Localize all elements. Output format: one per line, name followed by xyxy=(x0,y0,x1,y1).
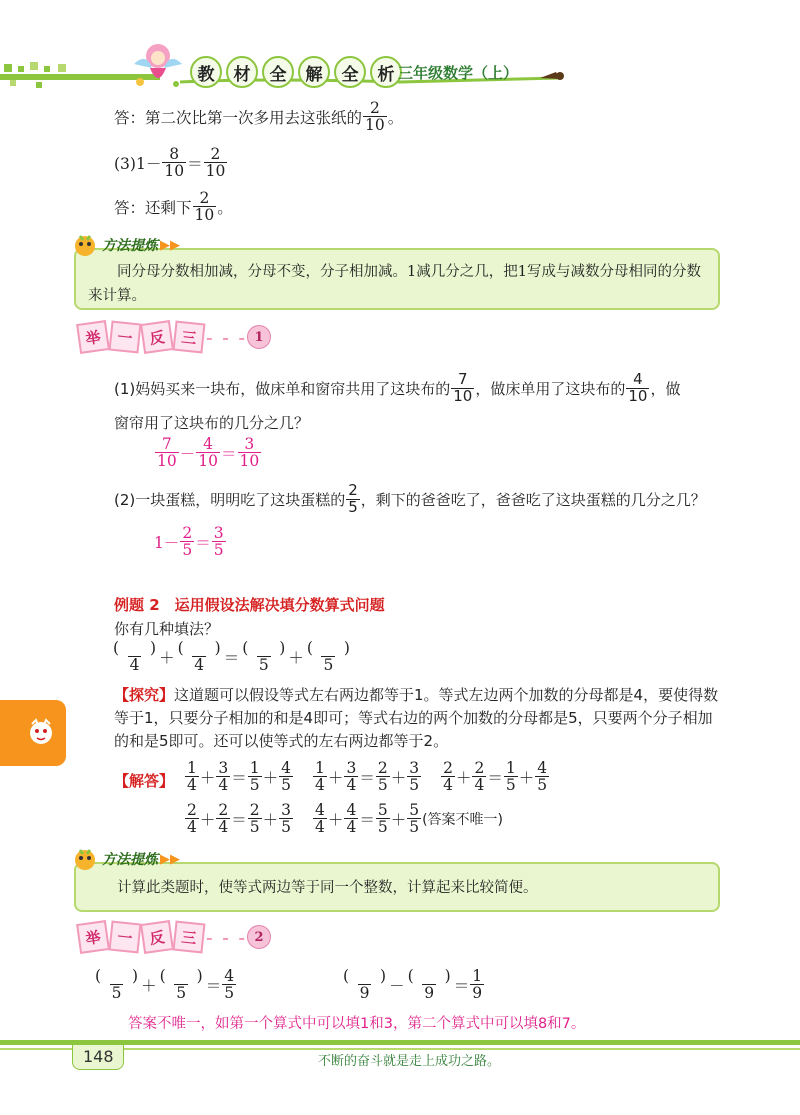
example-question: 你有几种填法？ xyxy=(114,620,220,638)
title-char: 材 xyxy=(226,56,258,88)
answer-equation: $\frac{4}{4}$ ＋ $\frac{4}{4}$ ＝ $\frac{5}{5}$ ＋ $\frac{5}{5}$ (答案不唯一) xyxy=(315,801,504,837)
title-char: 析 xyxy=(370,56,402,88)
answer-text: 答：第二次比第一次多用去这张纸的 xyxy=(114,108,363,127)
answer-line-3 xyxy=(114,190,233,224)
method-title xyxy=(72,232,180,258)
page-number: 148 xyxy=(83,1047,114,1066)
equation-text: (3)1－ xyxy=(114,154,162,173)
explore-paragraph: 【探究】这道题可以假设等式左右两边都等于1。等式左边两个加数的分母都是4，要使得数等于1，只要分子相加的和是4即可；等式右边的两个加数的分母都是5，只要两个分子相加的和是5即可。还可以使等式的左右两边都等于2。 xyxy=(114,686,719,750)
dash-decoration: - - - xyxy=(206,927,248,947)
badge-char: 三 xyxy=(173,921,206,954)
question-2-answer: 1－ $\frac{2}{5}$ ＝ $\frac{3}{5}$ xyxy=(154,524,224,560)
side-tab xyxy=(0,700,66,766)
practice-badge xyxy=(78,922,273,952)
badge-char: 一 xyxy=(109,321,142,354)
badge-char: 一 xyxy=(109,921,142,954)
footer-motto: 不断的奋斗就是走上成功之路。 xyxy=(318,1054,501,1069)
question-1: (1)妈妈买来一块布，做床单和窗帘共用了这块布的 $\frac{7}{10}$ ，做床单用了这块布的 $\frac{4}{10}$ ，做 xyxy=(114,370,681,405)
arrow-icon: ▶▶ xyxy=(160,851,180,867)
fraction: $\frac{2}{10}$ xyxy=(365,99,385,135)
fraction: $\frac{2}{10}$ xyxy=(194,189,215,225)
title-char: 教 xyxy=(190,56,222,88)
title-char: 全 xyxy=(334,56,366,88)
practice-equation-a: $\frac{( )}{5}$ ＋ $\frac{( )}{5}$ ＝ $\frac{4}{5}$ xyxy=(95,967,235,1003)
question-1-line-2: 窗帘用了这块布的几分之几？ xyxy=(114,414,310,432)
grade-label: 三年级数学（上） xyxy=(398,64,519,82)
practice-equation-b: $\frac{( )}{9}$ － $\frac{( )}{9}$ ＝ $\frac{1}{9}$ xyxy=(343,967,483,1003)
method-title-text: 方法提炼 xyxy=(102,852,158,868)
answer-tag: 【解答】 xyxy=(114,772,175,790)
method-title xyxy=(72,846,180,872)
badge-char: 举 xyxy=(76,320,110,354)
answer-text: 答：还剩下 xyxy=(114,198,192,217)
equation-3 xyxy=(114,146,228,180)
equals-sign: ＝ xyxy=(187,154,203,173)
page-number-tab xyxy=(72,1044,124,1070)
header-bar xyxy=(0,52,800,92)
practice-badge xyxy=(78,322,273,352)
practice-number: 2 xyxy=(247,925,271,949)
question-1-answer: $\frac{7}{10}$ － $\frac{4}{10}$ ＝ $\frac{3}{10}$ xyxy=(157,435,260,471)
example-template-equation: $\frac{( )}{4}$ ＋ $\frac{( )}{4}$ ＝ $\frac{( )}{5}$ ＋ $\frac{( )}{5}$ xyxy=(113,639,350,675)
example-title: 例题 2 运用假设法解决填分数算式问题 xyxy=(114,596,385,614)
answer-row-2 xyxy=(184,802,503,836)
answer-text: 。 xyxy=(217,198,233,217)
answer-equation: $\frac{2}{4}$ ＋ $\frac{2}{4}$ ＝ $\frac{1}{5}$ ＋ $\frac{4}{5}$ xyxy=(443,759,548,795)
mascot-icon xyxy=(28,718,54,746)
method-text: 计算此类题时，使等式两边等于同一个整数，计算起来比较简便。 xyxy=(117,880,538,896)
title-char: 解 xyxy=(298,56,330,88)
title-char: 全 xyxy=(262,56,294,88)
answer-equation: $\frac{1}{4}$ ＋ $\frac{3}{4}$ ＝ $\frac{1}{5}$ ＋ $\frac{4}{5}$ xyxy=(187,759,292,795)
question-2: (2)一块蛋糕，明明吃了这块蛋糕的 $\frac{2}{5}$ ，剩下的爸爸吃了，爸爸吃了这块蛋糕的几分之几？ xyxy=(114,481,706,516)
fraction: $\frac{2}{10}$ xyxy=(205,145,226,181)
answer-equation: $\frac{2}{4}$ ＋ $\frac{2}{4}$ ＝ $\frac{2}{5}$ ＋ $\frac{3}{5}$ xyxy=(187,801,292,837)
badge-char: 举 xyxy=(76,920,110,954)
method-title-text: 方法提炼 xyxy=(102,238,158,254)
answer-note: (答案不唯一) xyxy=(422,811,504,828)
answer-equation: $\frac{1}{4}$ ＋ $\frac{3}{4}$ ＝ $\frac{2}{5}$ ＋ $\frac{3}{5}$ xyxy=(315,759,420,795)
badge-char: 三 xyxy=(173,321,206,354)
fraction: $\frac{8}{10}$ xyxy=(164,145,185,181)
mascot-icon xyxy=(72,846,98,872)
practice-2-answer: 答案不唯一，如第一个算式中可以填1和3，第二个算式中可以填8和7。 xyxy=(128,1016,586,1032)
fairy-illustration xyxy=(128,38,188,94)
method-text: 同分母分数相加减，分母不变，分子相加减。1减几分之几，把1写成与减数分母相同的分数来计算。 xyxy=(88,264,701,304)
answer-line-1 xyxy=(114,100,403,134)
header-title xyxy=(190,56,406,88)
badge-char: 反 xyxy=(140,920,174,954)
mascot-icon xyxy=(72,232,98,258)
practice-number: 1 xyxy=(247,325,271,349)
answer-row-1 xyxy=(184,760,550,794)
answer-text: 。 xyxy=(387,108,404,127)
dash-decoration: - - - xyxy=(206,327,248,347)
badge-char: 反 xyxy=(140,320,174,354)
explore-tag: 【探究】 xyxy=(114,686,175,704)
arrow-icon: ▶▶ xyxy=(160,237,180,253)
